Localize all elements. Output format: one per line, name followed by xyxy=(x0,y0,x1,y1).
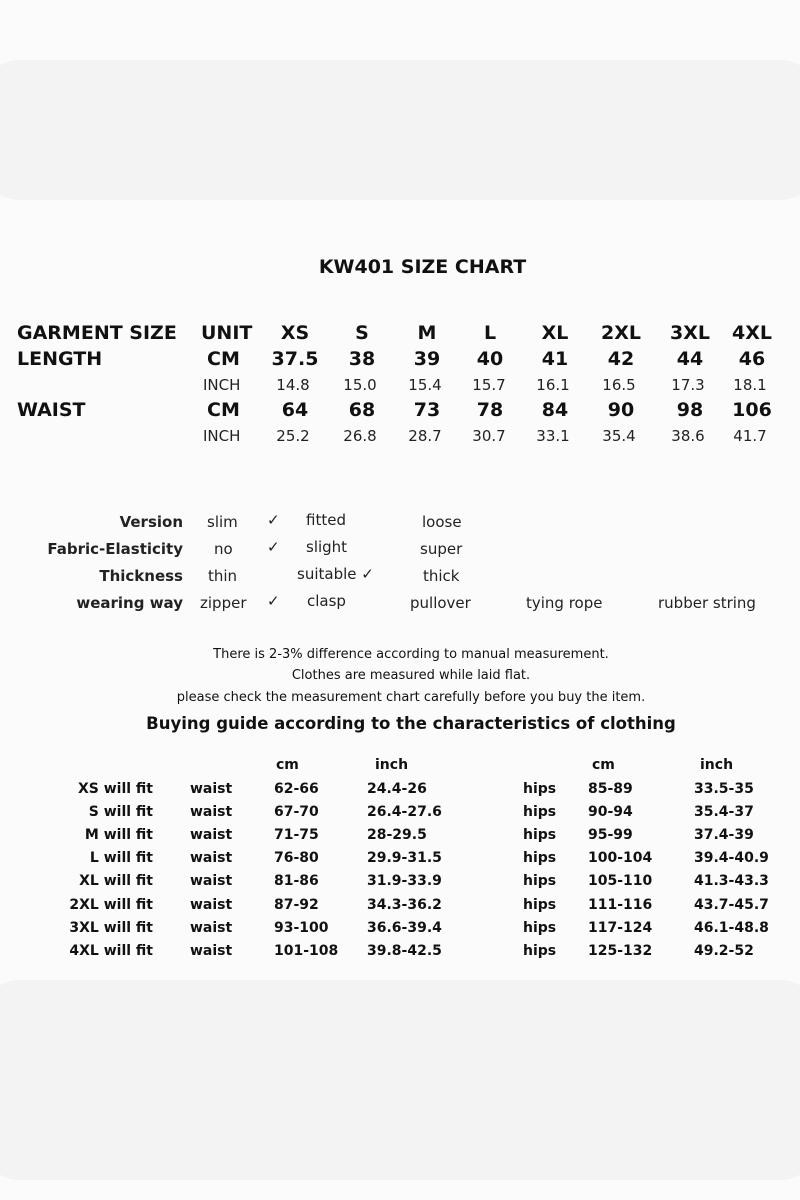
header-size-4xl: 4XL xyxy=(732,322,772,344)
guide-hips-inch: 43.7-45.7 xyxy=(694,896,769,913)
waist-cm-value: 84 xyxy=(541,399,569,421)
background-smudge-top xyxy=(0,60,800,200)
length-inch-value: 14.8 xyxy=(276,376,310,394)
characteristic-label-thickness: Thickness xyxy=(99,567,183,585)
guide-measure-hips: hips xyxy=(523,804,557,821)
guide-hips-cm: 111-116 xyxy=(588,896,653,913)
unit-cm: CM xyxy=(207,348,240,370)
length-cm-value: 44 xyxy=(676,348,704,370)
guide-size-label: 3XL will fit xyxy=(69,919,153,936)
waist-cm-value: 98 xyxy=(676,399,704,421)
unit-inch: INCH xyxy=(203,376,241,394)
length-cm-value: 46 xyxy=(738,348,766,370)
length-cm-value: 41 xyxy=(541,348,569,370)
length-inch-value: 17.3 xyxy=(671,376,705,394)
measurement-note: Clothes are measured while laid flat. xyxy=(291,668,531,683)
guide-measure-waist: waist xyxy=(190,942,233,959)
guide-size-label: XL will fit xyxy=(79,873,153,890)
guide-hips-inch: 39.4-40.9 xyxy=(694,850,769,867)
guide-waist-inch: 24.4-26 xyxy=(367,781,427,797)
guide-hips-cm: 85-89 xyxy=(588,781,633,797)
guide-hips-inch: 49.2-52 xyxy=(694,942,754,959)
characteristic-option: rubber string xyxy=(658,594,756,612)
guide-waist-inch: 26.4-27.6 xyxy=(367,804,442,821)
characteristic-option: slight xyxy=(306,538,348,556)
waist-cm-value: 73 xyxy=(413,399,441,421)
guide-measure-hips: hips xyxy=(523,827,557,844)
buying-guide-title: Buying guide according to the characteristics of clothing xyxy=(146,714,676,733)
guide-waist-inch: 31.9-33.9 xyxy=(367,873,442,890)
guide-measure-waist: waist xyxy=(190,919,233,936)
characteristic-option: clasp xyxy=(307,592,346,610)
header-size-l: L xyxy=(483,322,497,344)
unit-inch: INCH xyxy=(203,427,241,445)
guide-measure-hips: hips xyxy=(523,919,557,936)
guide-measure-waist: waist xyxy=(190,850,233,867)
column-header-inch: inch xyxy=(375,757,409,773)
length-inch-value: 18.1 xyxy=(733,376,767,394)
length-inch-value: 16.1 xyxy=(536,376,570,394)
guide-measure-waist: waist xyxy=(190,804,233,821)
guide-hips-inch: 35.4-37 xyxy=(694,804,754,821)
check-mark-icon: ✓ xyxy=(267,538,280,556)
guide-hips-cm: 95-99 xyxy=(588,827,633,844)
waist-inch-value: 35.4 xyxy=(602,427,636,445)
characteristic-option: thin xyxy=(208,567,238,585)
characteristic-option: pullover xyxy=(410,594,471,612)
guide-waist-cm: 67-70 xyxy=(274,804,319,821)
header-size-2xl: 2XL xyxy=(601,322,641,344)
guide-waist-cm: 76-80 xyxy=(274,850,319,867)
characteristic-option: tying rope xyxy=(526,594,603,612)
guide-waist-cm: 71-75 xyxy=(274,827,319,844)
guide-hips-cm: 117-124 xyxy=(588,919,653,936)
unit-cm: CM xyxy=(207,399,240,421)
waist-cm-value: 78 xyxy=(476,399,504,421)
guide-size-label: L will fit xyxy=(89,850,153,867)
length-inch-value: 16.5 xyxy=(602,376,636,394)
guide-size-label: 4XL will fit xyxy=(69,942,153,959)
guide-waist-inch: 34.3-36.2 xyxy=(367,896,442,913)
guide-measure-waist: waist xyxy=(190,827,233,844)
column-header-cm: cm xyxy=(592,757,615,773)
waist-cm-value: 68 xyxy=(348,399,376,421)
guide-hips-inch: 37.4-39 xyxy=(694,827,754,844)
waist-inch-value: 28.7 xyxy=(408,427,442,445)
waist-inch-value: 26.8 xyxy=(343,427,377,445)
header-size-m: M xyxy=(417,322,437,344)
guide-hips-cm: 100-104 xyxy=(588,850,653,867)
characteristic-option: fitted xyxy=(306,511,346,529)
header-size-3xl: 3XL xyxy=(670,322,710,344)
length-inch-value: 15.0 xyxy=(343,376,377,394)
length-cm-value: 42 xyxy=(607,348,635,370)
characteristic-option: loose xyxy=(422,513,462,531)
guide-waist-inch: 36.6-39.4 xyxy=(367,919,442,936)
waist-inch-value: 41.7 xyxy=(733,427,767,445)
guide-waist-inch: 29.9-31.5 xyxy=(367,850,442,867)
waist-inch-value: 33.1 xyxy=(536,427,570,445)
waist-cm-value: 64 xyxy=(281,399,309,421)
guide-size-label: XS will fit xyxy=(77,781,153,797)
guide-measure-hips: hips xyxy=(523,781,557,797)
row-label-waist: WAIST xyxy=(17,399,86,421)
waist-inch-value: 38.6 xyxy=(671,427,705,445)
length-cm-value: 39 xyxy=(413,348,441,370)
characteristic-label-version: Version xyxy=(119,513,183,531)
measurement-note: There is 2-3% difference according to manual measurement. xyxy=(213,647,609,662)
guide-size-label: M will fit xyxy=(84,827,153,844)
guide-hips-inch: 46.1-48.8 xyxy=(694,919,769,936)
waist-inch-value: 30.7 xyxy=(472,427,506,445)
guide-measure-waist: waist xyxy=(190,781,233,797)
characteristic-option: super xyxy=(420,540,463,558)
guide-waist-cm: 101-108 xyxy=(274,942,339,959)
characteristic-label-fabric-elasticity: Fabric-Elasticity xyxy=(47,540,183,558)
check-mark-icon: ✓ xyxy=(267,511,280,529)
header-garment-size: GARMENT SIZE xyxy=(17,322,177,344)
length-inch-value: 15.7 xyxy=(472,376,506,394)
guide-measure-hips: hips xyxy=(523,896,557,913)
guide-waist-cm: 87-92 xyxy=(274,896,319,913)
characteristic-label-wearing-way: wearing way xyxy=(76,594,183,612)
guide-measure-hips: hips xyxy=(523,942,557,959)
waist-cm-value: 90 xyxy=(607,399,635,421)
length-inch-value: 15.4 xyxy=(408,376,442,394)
header-size-xs: XS xyxy=(280,322,310,344)
waist-cm-value: 106 xyxy=(732,399,772,421)
guide-measure-hips: hips xyxy=(523,873,557,890)
guide-measure-hips: hips xyxy=(523,850,557,867)
characteristic-option: zipper xyxy=(200,594,247,612)
characteristic-option: suitable ✓ xyxy=(297,565,374,583)
guide-waist-cm: 93-100 xyxy=(274,919,329,936)
guide-measure-waist: waist xyxy=(190,873,233,890)
row-label-length: LENGTH xyxy=(17,348,103,370)
guide-waist-inch: 39.8-42.5 xyxy=(367,942,442,959)
length-cm-value: 40 xyxy=(476,348,504,370)
characteristic-option: no xyxy=(214,540,233,558)
length-cm-value: 37.5 xyxy=(271,348,319,370)
guide-measure-waist: waist xyxy=(190,896,233,913)
guide-waist-cm: 62-66 xyxy=(274,781,319,797)
guide-hips-inch: 41.3-43.3 xyxy=(694,873,769,890)
guide-hips-cm: 105-110 xyxy=(588,873,653,890)
guide-waist-inch: 28-29.5 xyxy=(367,827,427,844)
header-unit: UNIT xyxy=(201,322,253,344)
guide-waist-cm: 81-86 xyxy=(274,873,319,890)
guide-hips-inch: 33.5-35 xyxy=(694,781,754,797)
guide-hips-cm: 90-94 xyxy=(588,804,633,821)
header-size-xl: XL xyxy=(541,322,569,344)
background-smudge-bottom xyxy=(0,980,800,1180)
guide-hips-cm: 125-132 xyxy=(588,942,653,959)
header-size-s: S xyxy=(355,322,369,344)
waist-inch-value: 25.2 xyxy=(276,427,310,445)
characteristic-option: slim xyxy=(207,513,238,531)
measurement-note: please check the measurement chart carefully before you buy the item. xyxy=(176,690,646,705)
guide-size-label: 2XL will fit xyxy=(69,896,153,913)
length-cm-value: 38 xyxy=(348,348,376,370)
check-mark-icon: ✓ xyxy=(267,592,280,610)
page-title: KW401 SIZE CHART xyxy=(318,256,527,278)
characteristic-option: thick xyxy=(423,567,460,585)
column-header-inch: inch xyxy=(700,757,734,773)
guide-size-label: S will fit xyxy=(88,804,153,821)
column-header-cm: cm xyxy=(276,757,299,773)
